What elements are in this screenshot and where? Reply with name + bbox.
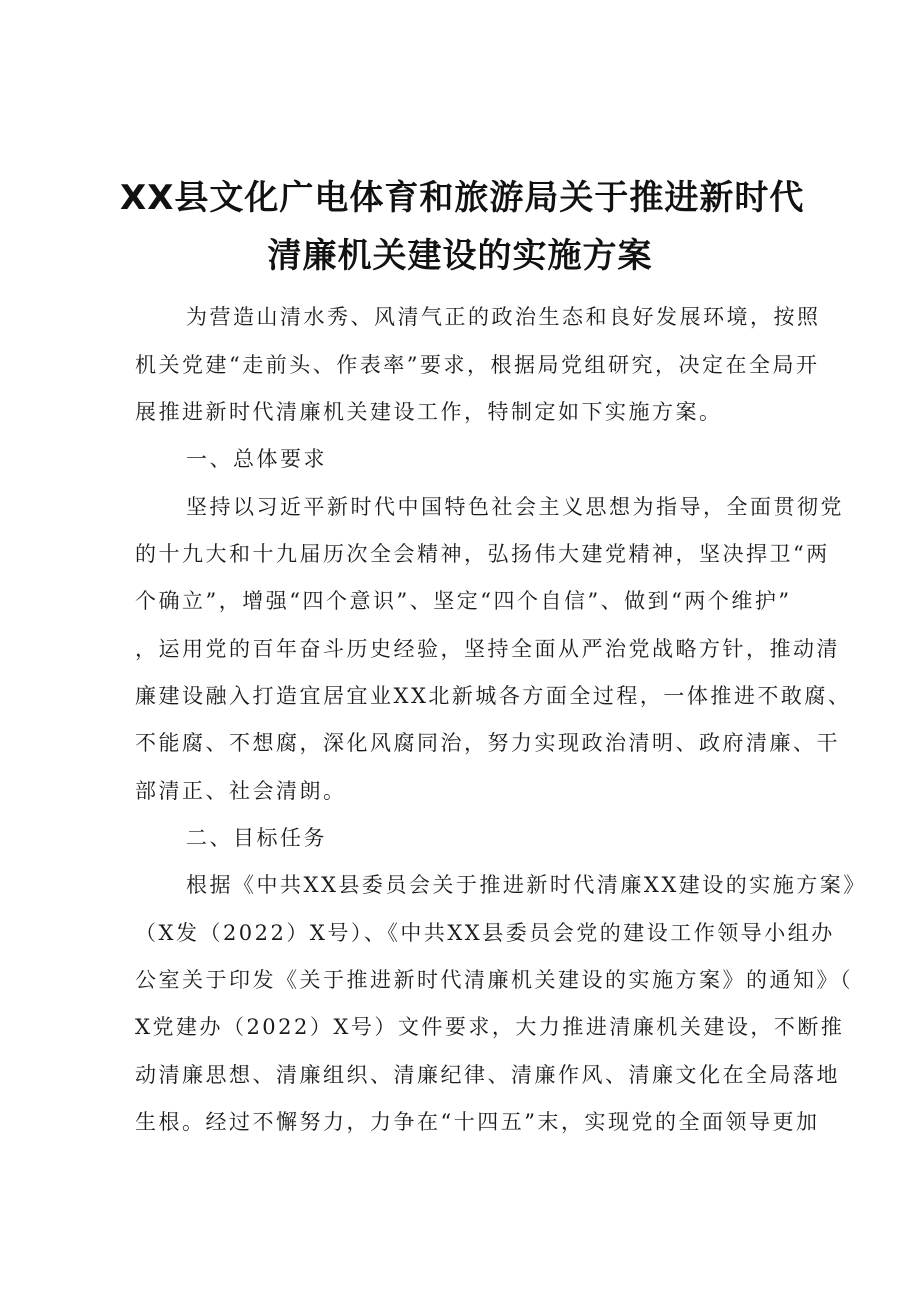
section-heading-goals-tasks: 二、目标任务 bbox=[186, 826, 327, 850]
section1-line: 的十九大和十九届历次全会精神，弘扬伟大建党精神，坚决捍卫“两 bbox=[135, 542, 830, 566]
intro-line: 为营造山清水秀、风清气正的政治生态和良好发展环境，按照 bbox=[186, 305, 821, 329]
section1-line: ，运用党的百年奋斗历史经验，坚持全面从严治党战略方针，推动清 bbox=[135, 637, 840, 661]
document-title-line-2: 清廉机关建设的实施方案 bbox=[267, 236, 653, 276]
section2-line: 生根。经过不懈努力，力争在“十四五”末，实现党的全面领导更加 bbox=[135, 1110, 820, 1134]
section1-line: 廉建设融入打造宜居宜业XX北新城各方面全过程，一体推进不敢腐、 bbox=[135, 684, 852, 708]
section2-line: X党建办（2022）X号）文件要求，大力推进清廉机关建设，不断推 bbox=[135, 1015, 845, 1039]
section2-line: 根据《中共XX县委员会关于推进新时代清廉XX建设的实施方案》 bbox=[186, 873, 867, 897]
section2-line: （X发（2022）X号）、《中共XX县委员会党的建设工作领导小组办 bbox=[135, 921, 835, 945]
section1-line: 部清正、社会清朗。 bbox=[135, 779, 347, 803]
intro-line: 机关党建“走前头、作表率”要求，根据局党组研究，决定在全局开 bbox=[135, 353, 820, 377]
document-title-line-1: XX县文化广电体育和旅游局关于推进新时代 bbox=[120, 178, 805, 218]
section1-line: 坚持以习近平新时代中国特色社会主义思想为指导，全面贯彻党 bbox=[186, 495, 844, 519]
intro-line: 展推进新时代清廉机关建设工作，特制定如下实施方案。 bbox=[135, 400, 723, 424]
section-heading-overall-requirements: 一、总体要求 bbox=[186, 447, 327, 471]
section1-line: 个确立”，增强“四个意识”、坚定“四个自信”、做到“两个维护” bbox=[135, 589, 792, 613]
section1-line: 不能腐、不想腐，深化风腐同治，努力实现政治清明、政府清廉、干 bbox=[135, 731, 840, 755]
section2-line: 动清廉思想、清廉组织、清廉纪律、清廉作风、清廉文化在全局落地 bbox=[135, 1063, 840, 1087]
section2-line: 公室关于印发《关于推进新时代清廉机关建设的实施方案》的通知》（ bbox=[135, 968, 853, 992]
